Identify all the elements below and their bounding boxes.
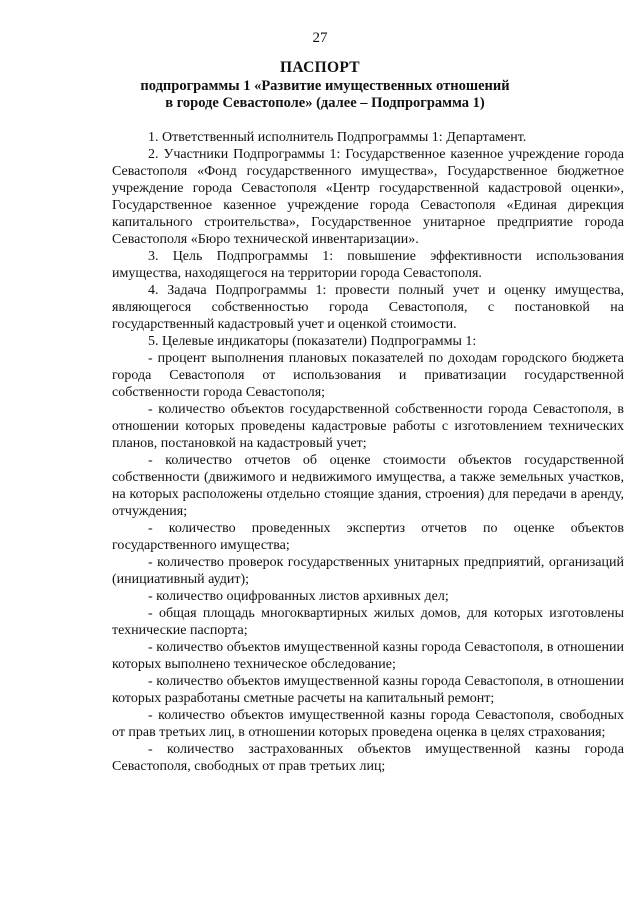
indicator-item: - количество объектов имущественной казны города Севастополя, свободных от прав третьих лиц, в отношении которых проведена оценка в целях страхования; [112,708,624,740]
paragraph-indicators-heading: 5. Целевые индикаторы (показатели) Подпрограммы 1: [148,334,477,349]
document-subtitle [120,78,530,112]
indicator-item: - количество отчетов об оценке стоимости объектов государственной собственности (движимого и недвижимого имущества, а также земельных участков, на которых расположены отдельно стоящие здания, строения) для передачи в аренду, отчуждения; [112,453,624,519]
indicator-item: - количество застрахованных объектов имущественной казны города Севастополя, свободных от прав третьих лиц; [112,742,624,774]
indicator-item: - количество объектов имущественной казны города Севастополя, в отношении которых разработаны сметные расчеты на капитальный ремонт; [112,674,624,706]
subtitle-line-1: подпрограммы 1 «Развитие имущественных отношений [140,78,510,94]
indicator-item: - количество объектов государственной собственности города Севастополя, в отношении которых проведены кадастровые работы с изготовлением технических планов, постановкой на кадастровый учет; [112,402,624,451]
indicator-item: - количество проверок государственных унитарных предприятий, организаций (инициативный аудит); [112,555,624,587]
indicator-item: - общая площадь многоквартирных жилых домов, для которых изготовлены технические паспорта; [112,606,624,638]
indicator-item: - процент выполнения плановых показателей по доходам городского бюджета города Севастополя от использования и приватизации государственной собственности города Севастополя; [112,351,624,400]
paragraph-task: 4. Задача Подпрограммы 1: провести полный учет и оценку имущества, являющегося собственностью города Севастополя, с постановкой на государственный кадастровый учет и оценкой стоимости. [112,283,624,332]
page-number: 27 [312,30,328,46]
paragraph-goal: 3. Цель Подпрограммы 1: повышение эффективности использования имущества, находящегося на территории города Севастополя. [112,249,624,281]
paragraph-responsible-executor: 1. Ответственный исполнитель Подпрограммы 1: Департамент. [148,130,527,145]
indicator-item: - количество проведенных экспертиз отчетов по оценке объектов государственного имущества; [112,521,624,553]
subtitle-line-2: в городе Севастополе» (далее – Подпрограмма 1) [165,95,485,111]
document-body [112,129,624,775]
indicator-item: - количество оцифрованных листов архивных дел; [148,589,449,604]
document-title: ПАСПОРТ [280,59,360,76]
indicator-item: - количество объектов имущественной казны города Севастополя, в отношении которых выполнено техническое обследование; [112,640,624,672]
paragraph-participants: 2. Участники Подпрограммы 1: Государственное казенное учреждение города Севастополя «Фонд государственного имущества», Государственное бюджетное учреждение города Севастополя «Центр государственной кадастровой оценки», Государственное казенное учреждение города Севастополя «Единая дирекция капитального строительства», Государственное унитарное предприятие города Севастополя «Бюро технической инвентаризации». [112,147,624,247]
